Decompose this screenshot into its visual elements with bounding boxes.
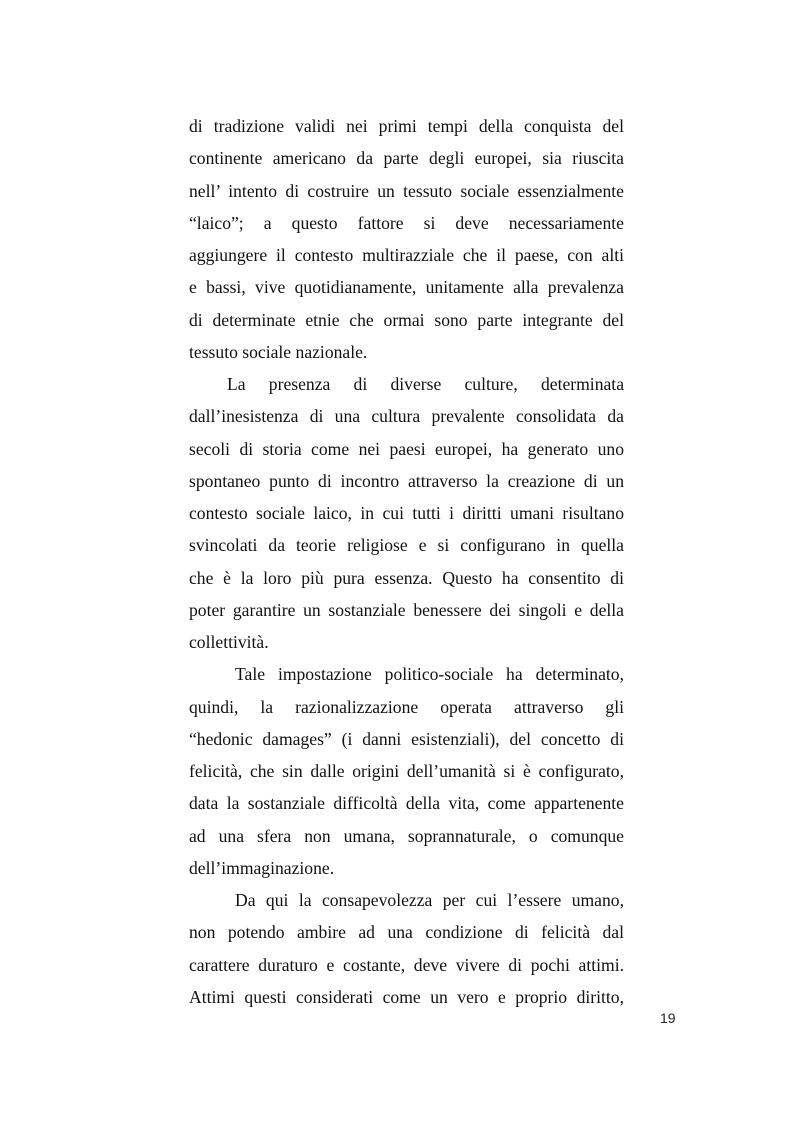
text-line: secoli di storia come nei paesi europei, ha generato uno	[189, 438, 624, 459]
text-line: data la sostanziale difficoltà della vita, come appartenente	[189, 793, 624, 814]
text-line: “laico”; a questo fattore si deve necessariamente	[189, 212, 624, 233]
text-line: carattere duraturo e costante, deve vivere di pochi attimi.	[189, 954, 624, 975]
text-line: Attimi questi considerati come un vero e proprio diritto,	[189, 986, 624, 1007]
text-line: collettività.	[189, 632, 269, 652]
text-line: poter garantire un sostanziale benessere dei singoli e della	[189, 599, 624, 620]
text-line: spontaneo punto di incontro attraverso la creazione di un	[189, 470, 624, 491]
text-line: felicità, che sin dalle origini dell’umanità si è configurato,	[189, 761, 624, 781]
text-line: tessuto sociale nazionale.	[189, 341, 368, 362]
text-line: e bassi, vive quotidianamente, unitamente alla prevalenza	[189, 277, 624, 298]
text-line: continente americano da parte degli europei, sia riuscita	[189, 148, 624, 169]
body-text	[189, 110, 624, 1013]
page-number: 19	[660, 1010, 676, 1026]
text-line: che è la loro più pura essenza. Questo ha consentito di	[189, 567, 624, 588]
text-line: di determinate etnie che ormai sono parte integrante del	[189, 309, 624, 330]
paragraph	[189, 884, 624, 1013]
text-line: dell’immaginazione.	[189, 857, 335, 878]
text-line: Da qui la consapevolezza per cui l’essere umano,	[235, 890, 624, 910]
text-line: svincolati da teorie religiose e si configurano in quella	[189, 535, 624, 556]
paragraph	[189, 368, 624, 658]
text-line: contesto sociale laico, in cui tutti i diritti umani risultano	[189, 503, 624, 523]
text-line: La presenza di diverse culture, determinata	[227, 374, 624, 394]
text-line: Tale impostazione politico-sociale ha determinato,	[235, 664, 624, 685]
text-line: non potendo ambire ad una condizione di felicità dal	[189, 922, 624, 943]
paragraph	[189, 658, 624, 884]
paragraph	[189, 110, 624, 368]
text-line: nell’ intento di costruire un tessuto sociale essenzialmente	[189, 180, 624, 201]
text-line: di tradizione validi nei primi tempi della conquista del	[189, 116, 624, 136]
text-line: dall’inesistenza di una cultura prevalente consolidata da	[189, 406, 624, 427]
text-line: quindi, la razionalizzazione operata attraverso gli	[189, 696, 624, 717]
text-line: “hedonic damages” (i danni esistenziali), del concetto di	[189, 728, 624, 749]
text-line: aggiungere il contesto multirazziale che il paese, con alti	[189, 245, 624, 265]
text-line: ad una sfera non umana, soprannaturale, o comunque	[189, 825, 624, 846]
